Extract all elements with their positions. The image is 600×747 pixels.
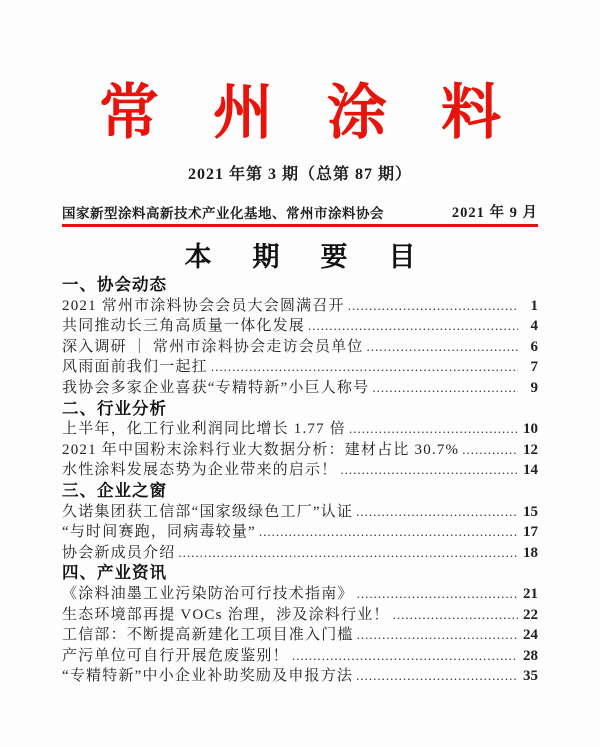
toc-item-page: 9 bbox=[530, 379, 538, 396]
dot-leader bbox=[367, 337, 518, 358]
toc-item bbox=[62, 337, 538, 358]
toc-item-title: “专精特新”中小企业补助奖励及申报方法 bbox=[62, 668, 354, 685]
toc-item bbox=[62, 522, 538, 543]
masthead-title-char: 州 bbox=[213, 80, 273, 146]
toc-item-title: 2021 年中国粉末涂料行业大数据分析：建材占比 30.7% bbox=[62, 441, 460, 458]
dot-leader bbox=[178, 543, 518, 564]
toc-item bbox=[62, 646, 538, 667]
dot-leader bbox=[211, 357, 518, 378]
dot-leader bbox=[259, 522, 518, 543]
issue-line: 2021 年第 3 期（总第 87 期） bbox=[187, 166, 412, 183]
toc-item-page: 28 bbox=[523, 647, 538, 664]
toc-item-title: 上半年，化工行业利润同比增长 1.77 倍 bbox=[62, 421, 346, 438]
toc-item-page: 1 bbox=[530, 297, 538, 314]
toc-item-title: 共同推动长三角高质量一体化发展 bbox=[62, 318, 306, 335]
toc-item-title: 深入调研 ｜ 常州市涂料协会走访会员单位 bbox=[62, 338, 364, 355]
masthead-title-char: 常 bbox=[99, 80, 159, 146]
toc-item bbox=[62, 357, 538, 378]
toc-item bbox=[62, 625, 538, 646]
toc-item-page: 14 bbox=[523, 462, 538, 479]
toc-item bbox=[62, 440, 538, 461]
toc-section-heading: 三、企业之窗 bbox=[62, 481, 167, 500]
toc-item-page: 15 bbox=[523, 503, 538, 520]
dot-leader bbox=[308, 316, 518, 337]
toc-item-title: 2021 常州市涂料协会会员大会圆满召开 bbox=[62, 297, 345, 314]
toc-item-title: 工信部：不断提高新建化工项目准入门槛 bbox=[62, 627, 354, 644]
toc-item-title: 久诺集团获工信部“国家级绿色工厂”认证 bbox=[62, 503, 354, 520]
toc-item-title: 我协会多家企业喜获“专精特新”小巨人称号 bbox=[62, 379, 370, 396]
toc-item-page: 17 bbox=[523, 524, 538, 541]
toc-section-heading: 二、行业分析 bbox=[62, 399, 167, 418]
toc-item-title: 协会新成员介绍 bbox=[62, 544, 176, 561]
dot-leader bbox=[372, 378, 518, 399]
toc-item-page: 6 bbox=[530, 338, 538, 355]
dot-leader bbox=[292, 646, 518, 667]
dot-leader bbox=[357, 625, 518, 646]
toc bbox=[62, 275, 538, 687]
toc-item-page: 24 bbox=[523, 627, 538, 644]
masthead-title-char: 涂 bbox=[327, 80, 387, 146]
toc-item-page: 10 bbox=[523, 421, 538, 438]
toc-item-page: 7 bbox=[530, 359, 538, 376]
toc-item-title: 风雨面前我们一起扛 bbox=[62, 359, 208, 376]
toc-title: 本 期 要 目 bbox=[184, 242, 433, 272]
toc-item-title: 产污单位可自行开展危废鉴别！ bbox=[62, 647, 289, 664]
toc-section bbox=[62, 399, 538, 481]
toc-item bbox=[62, 666, 538, 687]
toc-item bbox=[62, 605, 538, 626]
dot-leader bbox=[356, 666, 518, 687]
toc-item bbox=[62, 460, 538, 481]
toc-item bbox=[62, 296, 538, 317]
toc-item-page: 18 bbox=[523, 544, 538, 561]
toc-section bbox=[62, 481, 538, 563]
toc-section bbox=[62, 275, 538, 399]
dot-leader bbox=[357, 584, 518, 605]
masthead-title bbox=[99, 80, 501, 146]
publisher-name: 国家新型涂料高新技术产业化基地、常州市涂料协会 bbox=[62, 206, 384, 221]
toc-item-title: “与时间赛跑，同病毒较量” bbox=[62, 524, 256, 541]
toc-item-page: 12 bbox=[523, 441, 538, 458]
toc-item bbox=[62, 502, 538, 523]
toc-item-page: 4 bbox=[530, 318, 538, 335]
toc-section-heading: 四、产业资讯 bbox=[62, 564, 167, 583]
toc-item bbox=[62, 543, 538, 564]
toc-section bbox=[62, 563, 538, 687]
toc-item bbox=[62, 584, 538, 605]
toc-item bbox=[62, 316, 538, 337]
dot-leader bbox=[462, 440, 518, 461]
toc-item bbox=[62, 419, 538, 440]
toc-item-page: 21 bbox=[523, 585, 538, 602]
toc-item-title: 《涂料油墨工业污染防治可行技术指南》 bbox=[62, 585, 354, 602]
dot-leader bbox=[340, 460, 518, 481]
toc-item bbox=[62, 378, 538, 399]
toc-item-title: 生态环境部再提 VOCs 治理，涉及涂料行业！ bbox=[62, 606, 390, 623]
toc-item-title: 水性涂料发展态势为企业带来的启示！ bbox=[62, 462, 338, 479]
dot-leader bbox=[349, 419, 518, 440]
dot-leader bbox=[356, 502, 518, 523]
toc-section-heading: 一、协会动态 bbox=[62, 276, 167, 294]
publisher-row bbox=[62, 201, 538, 222]
red-rule-divider bbox=[62, 224, 538, 227]
masthead-title-char: 料 bbox=[441, 80, 501, 146]
publish-date: 2021 年 9 月 bbox=[451, 205, 538, 221]
dot-leader bbox=[348, 296, 518, 317]
dot-leader bbox=[393, 605, 518, 626]
toc-item-page: 35 bbox=[523, 668, 538, 685]
toc-item-page: 22 bbox=[523, 606, 538, 623]
